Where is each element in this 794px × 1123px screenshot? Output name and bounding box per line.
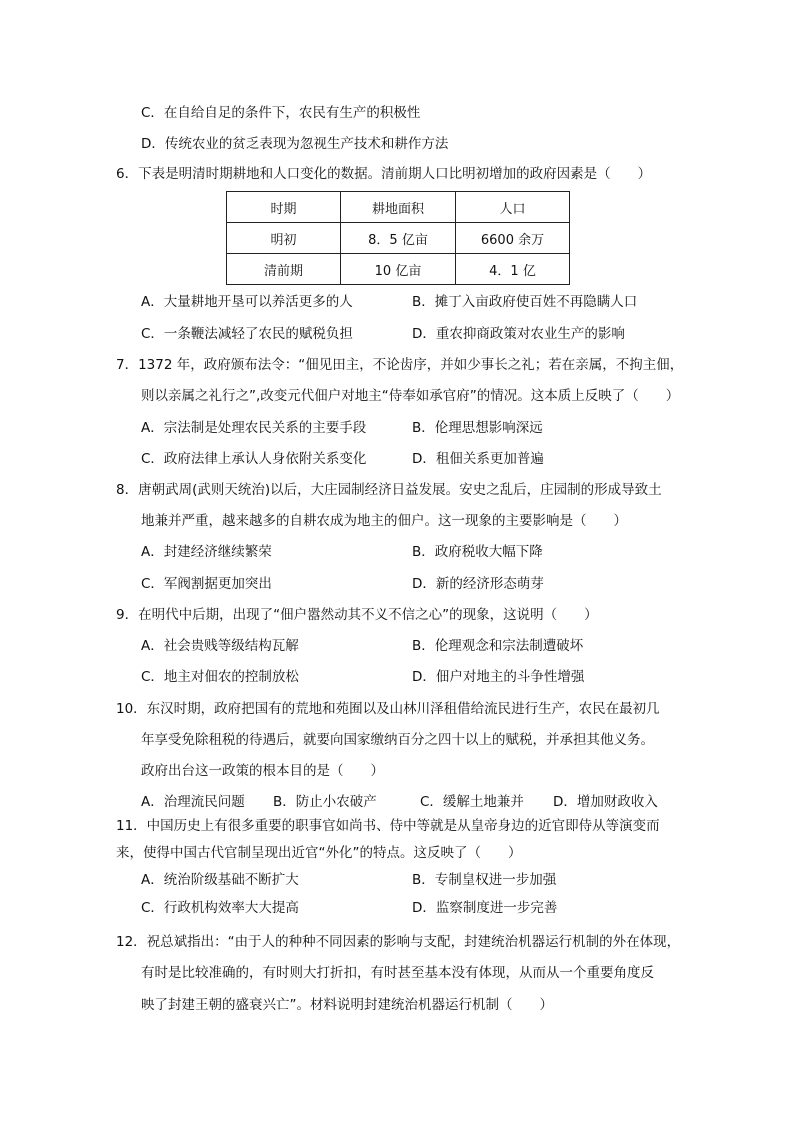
q8-option-b: B．政府税收大幅下降 xyxy=(412,544,543,560)
table-cell: 8．5 亿亩 xyxy=(341,223,456,254)
q7-option-a: A．宗法制是处理农民关系的主要手段 xyxy=(141,420,367,436)
table-header-row xyxy=(227,192,570,223)
q10-option-c: C．缓解土地兼并 xyxy=(420,794,524,810)
q12-stem-line2: 有时是比较准确的，有时则大打折扣，有时甚至基本没有体现，从而从一个重要角度反 xyxy=(141,965,654,981)
q7-stem-line1: 7．1372 年，政府颁布法令：“佃见田主，不论齿序，并如少事长之礼；若在亲属，不拘主佃， xyxy=(116,357,684,373)
table-header-cell: 人口 xyxy=(456,192,570,223)
q6-stem: 6．下表是明清时期耕地和人口变化的数据。清前期人口比明初增加的政府因素是（ ） xyxy=(116,166,652,182)
q8-stem-line1: 8．唐朝武周(武则天统治)以后，大庄园制经济日益发展。安史之乱后，庄园制的形成导致土 xyxy=(116,482,662,498)
q12-stem-line3: 映了封建王朝的盛衰兴亡”。材料说明封建统治机器运行机制（ ） xyxy=(141,997,553,1013)
q9-option-a: A．社会贵贱等级结构瓦解 xyxy=(141,638,299,654)
q10-option-d: D．增加财政收入 xyxy=(553,794,658,810)
table-cell: 6600 余万 xyxy=(456,223,570,254)
q6-option-c: C．一条鞭法减轻了农民的赋税负担 xyxy=(141,326,353,342)
q6-option-b: B．摊丁入亩政府使百姓不再隐瞒人口 xyxy=(412,294,638,310)
table-cell: 4．1 亿 xyxy=(456,254,570,285)
table-row xyxy=(227,223,570,254)
table-header-cell: 时期 xyxy=(227,192,341,223)
q9-option-d: D．佃户对地主的斗争性增强 xyxy=(412,669,585,685)
q7-option-b: B．伦理思想影响深远 xyxy=(412,420,543,436)
q9-stem: 9．在明代中后期，出现了“佃户嚣然动其不义不信之心”的现象，这说明（ ） xyxy=(116,607,598,623)
q11-stem-line1: 11．中国历史上有很多重要的职事官如尚书、侍中等就是从皇帝身边的近官即侍从等演变而 xyxy=(116,818,660,834)
q9-option-b: B．伦理观念和宗法制遭破坏 xyxy=(412,638,584,654)
q10-option-b: B．防止小农破产 xyxy=(273,794,377,810)
q8-option-a: A．封建经济继续繁荣 xyxy=(141,544,272,560)
q6-option-a: A．大量耕地开垦可以养活更多的人 xyxy=(141,294,353,310)
q5-option-c: C．在自给自足的条件下，农民有生产的积极性 xyxy=(141,105,421,121)
q11-option-a: A．统治阶级基础不断扩大 xyxy=(141,872,299,888)
table-header-cell: 耕地面积 xyxy=(341,192,456,223)
table-cell: 清前期 xyxy=(227,254,341,285)
q9-option-c: C．地主对佃农的控制放松 xyxy=(141,669,299,685)
q11-option-b: B．专制皇权进一步加强 xyxy=(412,872,557,888)
q8-stem-line2: 地兼并严重，越来越多的自耕农成为地主的佃户。这一现象的主要影响是（ ） xyxy=(141,513,627,529)
table-cell: 明初 xyxy=(227,223,341,254)
q10-stem-line1: 10．东汉时期，政府把国有的荒地和苑囿以及山林川泽租借给流民进行生产，农民在最初几 xyxy=(116,701,660,717)
q8-option-c: C．军阀割据更加突出 xyxy=(141,576,272,592)
q6-option-d: D．重农抑商政策对农业生产的影响 xyxy=(412,326,625,342)
q10-option-a: A．治理流民问题 xyxy=(141,794,245,810)
q7-option-d: D．租佃关系更加普遍 xyxy=(412,451,544,467)
q12-stem-line1: 12．祝总斌指出：“由于人的种种不同因素的影响与支配，封建统治机器运行机制的外在体现， xyxy=(116,934,681,950)
q11-option-d: D．监察制度进一步完善 xyxy=(412,900,558,916)
q11-option-c: C．行政机构效率大大提高 xyxy=(141,900,299,916)
q10-stem-line2: 年享受免除租税的待遇后，就要向国家缴纳百分之四十以上的赋税，并承担其他义务。 xyxy=(141,732,654,748)
q6-data-table xyxy=(226,191,570,285)
q5-option-d: D．传统农业的贫乏表现为忽视生产技术和耕作方法 xyxy=(141,136,449,152)
q11-stem-line2: 来，使得中国古代官制呈现出近官“外化”的特点。这反映了（ ） xyxy=(116,845,522,861)
table-row xyxy=(227,254,570,285)
q7-stem-line2: 则以亲属之礼行之”,改变元代佃户对地主“侍奉如承官府”的情况。这本质上反映了（ ） xyxy=(141,388,680,404)
q7-option-c: C．政府法律上承认人身依附关系变化 xyxy=(141,451,367,467)
q8-option-d: D．新的经济形态萌芽 xyxy=(412,576,544,592)
table-cell: 10 亿亩 xyxy=(341,254,456,285)
q10-stem-line3: 政府出台这一政策的根本目的是（ ） xyxy=(141,763,384,779)
